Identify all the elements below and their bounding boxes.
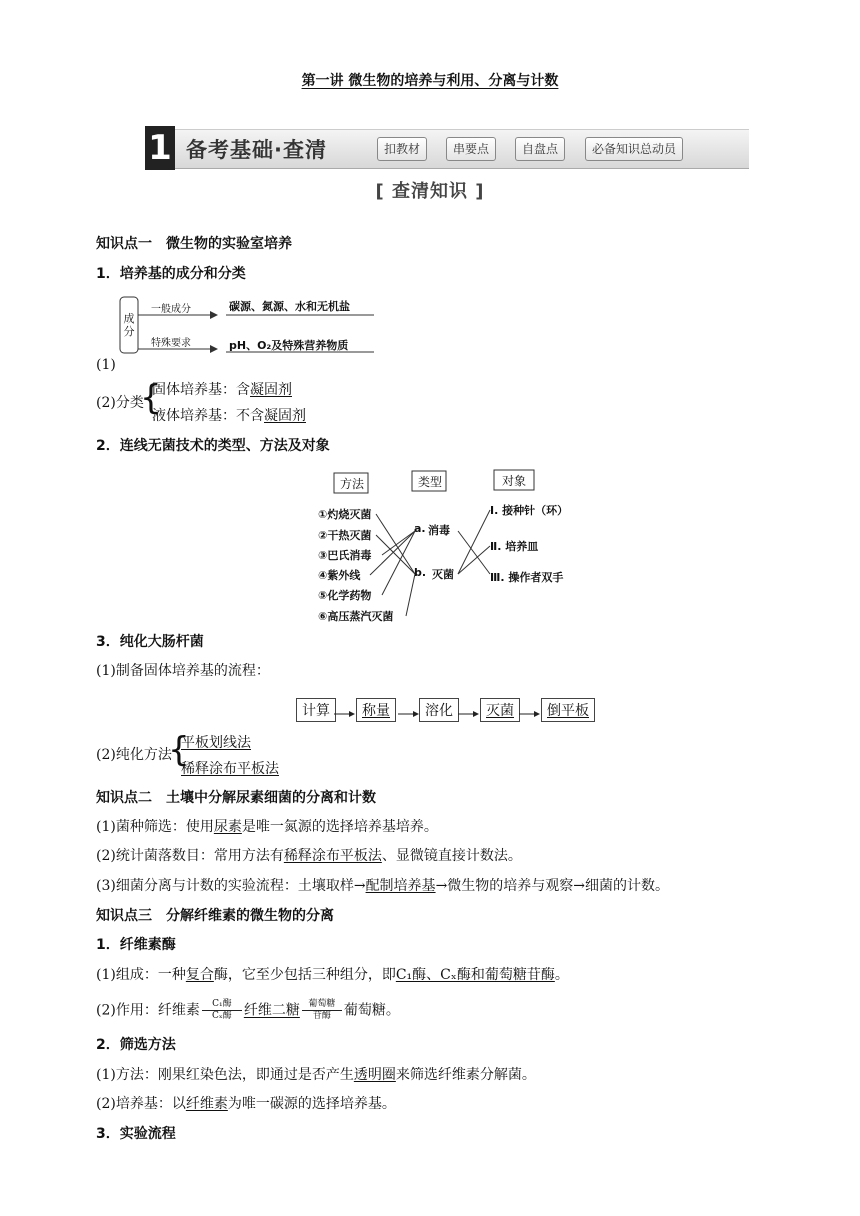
page-title: 第一讲 微生物的培养与利用、分离与计数 <box>301 73 559 89</box>
method-2: ②干热灭菌 <box>318 529 372 542</box>
classification-brace: { <box>140 378 162 418</box>
item-1-marker: (1) <box>96 357 116 373</box>
method-6: ⑥高压蒸汽灭菌 <box>318 610 394 623</box>
k3-para-2: (2)作用：纤维素 $\frac{\text{C₁酶}}{\text{Cₓ酶}}$ 纤维二糖 $\frac{\text{葡萄糖}}{\text{苷酶}}$ 葡萄糖。 <box>96 999 400 1021</box>
urea-answer: 尿素 <box>213 819 242 835</box>
line-b-II <box>458 546 490 574</box>
flow-arrow-2 <box>396 706 420 718</box>
arrow-top-head <box>210 311 218 319</box>
banner-title: 备考基础·查清 <box>186 138 327 162</box>
section-3-3: 3．实验流程 <box>96 1126 176 1142</box>
flow-step-weigh <box>356 698 396 722</box>
section-3-1: 1．纤维素酶 <box>96 937 176 953</box>
flow-step-dissolve: 溶化 <box>419 698 459 722</box>
method-header: 方法 <box>340 477 365 491</box>
section-1-1: 1．培养基的成分和分类 <box>96 266 246 282</box>
type-a-letter: a. <box>414 522 426 535</box>
flow-step-pour-plate <box>541 698 595 722</box>
enzyme-arrow-2: $\frac{\text{葡萄糖}}{\text{苷酶}}$ <box>302 999 342 1022</box>
flow-arrow-4 <box>517 706 541 718</box>
k2-para-2: (2)统计菌落数目：常用方法有稀释涂布平板法、显微镜直接计数法。 <box>96 848 522 864</box>
enzyme-arrow-1: $\frac{\text{C₁酶}}{\text{Cₓ酶}}$ <box>202 999 242 1022</box>
prepare-medium-answer: 配制培养基 <box>365 878 436 894</box>
flow-step-pour-plate-text: 倒平板 <box>547 703 589 719</box>
line-3-a <box>382 531 415 555</box>
liquid-medium-answer: 凝固剂 <box>264 408 306 424</box>
components-box-label: 成分 <box>123 312 135 338</box>
banner-number: 1 <box>145 126 175 170</box>
flow-step-sterilize-text: 灭菌 <box>486 703 514 719</box>
line-b-I <box>458 510 490 574</box>
banner-button-summary[interactable]: 必备知识总动员 <box>585 137 683 161</box>
dilution-spread-answer: 稀释涂布平板法 <box>283 848 382 864</box>
clear-zone-answer: 透明圈 <box>353 1067 396 1083</box>
solid-medium-line: 固体培养基：含凝固剂 <box>152 382 292 398</box>
complex-enzyme-answer: 复合 <box>185 967 214 983</box>
general-components-value: 碳源、氮源、水和无机盐 <box>229 300 350 313</box>
k2-para-3: (3)细菌分离与计数的实验流程：土壤取样→配制培养基→微生物的培养与观察→细菌的计数。 <box>96 878 670 894</box>
method-5: ⑤化学药物 <box>318 589 372 602</box>
solid-medium-procedure-label: (1)制备固体培养基的流程： <box>96 663 270 679</box>
arrow-bottom-head <box>210 345 218 353</box>
classification-prefix: (2)分类 <box>96 395 144 411</box>
type-header: 类型 <box>418 475 443 489</box>
type-disinfection: 消毒 <box>428 524 450 537</box>
section-3-2: 2．筛选方法 <box>96 1037 176 1053</box>
purification-brace: { <box>168 730 190 770</box>
section-1-3: 3．纯化大肠杆菌 <box>96 634 204 650</box>
type-b-letter: b. <box>414 566 427 579</box>
line-1-b <box>376 514 415 574</box>
cellulose-answer: 纤维素 <box>185 1096 228 1112</box>
k3-screening-method: (1)方法：刚果红染色法，即通过是否产生透明圈来筛选纤维素分解菌。 <box>96 1067 536 1083</box>
flow-step-weigh-text: 称量 <box>362 703 390 719</box>
k2-para-1: (1)菌种筛选：使用尿素是唯一氮源的选择培养基培养。 <box>96 819 438 835</box>
knowledge-heading-3: 知识点三 分解纤维素的微生物的分离 <box>96 908 334 924</box>
line-6-b <box>406 574 415 616</box>
type-sterilization: 灭菌 <box>432 568 454 581</box>
k3-para-1: (1)组成：一种复合酶，它至少包括三种组分，即C₁酶、Cₓ酶和葡萄糖苷酶。 <box>96 967 569 983</box>
method-1: ①灼烧灭菌 <box>318 508 372 521</box>
liquid-medium-line: 液体培养基：不含凝固剂 <box>152 408 306 424</box>
cellobiose-answer: 纤维二糖 <box>243 1002 300 1019</box>
streak-plate-method: 平板划线法 <box>181 735 251 751</box>
object-1: Ⅰ. 接种针（环） <box>490 504 569 517</box>
object-2: Ⅱ. 培养皿 <box>490 540 539 553</box>
special-requirements-value: pH、O₂及特殊营养物质 <box>229 339 349 352</box>
knowledge-heading-1: 知识点一 微生物的实验室培养 <box>96 236 292 252</box>
flow-arrow-1 <box>332 706 356 718</box>
line-4-a <box>370 531 415 575</box>
knowledge-heading-2: 知识点二 土壤中分解尿素细菌的分离和计数 <box>96 790 376 806</box>
special-requirements-label: 特殊要求 <box>151 338 191 349</box>
flow-step-calculate: 计算 <box>296 698 336 722</box>
flow-step-sterilize <box>480 698 520 722</box>
banner-button-selfcheck[interactable]: 自盘点 <box>515 137 565 161</box>
flow-arrow-3 <box>456 706 480 718</box>
banner-subtitle: [ 查清知识 ] <box>375 181 485 202</box>
enzyme-components-answer: C₁酶、Cₓ酶和葡萄糖苷酶 <box>395 967 555 983</box>
banner-button-keypoints[interactable]: 串要点 <box>446 137 496 161</box>
line-5-a <box>382 531 415 595</box>
method-4: ④紫外线 <box>318 569 361 582</box>
general-components-label: 一般成分 <box>151 304 191 315</box>
purification-prefix: (2)纯化方法 <box>96 747 172 763</box>
k3-screening-medium: (2)培养基：以纤维素为唯一碳源的选择培养基。 <box>96 1096 396 1112</box>
solid-medium-answer: 凝固剂 <box>250 382 292 398</box>
method-3: ③巴氏消毒 <box>318 549 372 562</box>
line-a-III <box>458 531 490 574</box>
section-1-2: 2．连线无菌技术的类型、方法及对象 <box>96 438 330 454</box>
object-header: 对象 <box>502 474 527 488</box>
object-3: Ⅲ. 操作者双手 <box>490 571 564 584</box>
spread-plate-method: 稀释涂布平板法 <box>181 761 279 777</box>
banner-button-textbook[interactable]: 扣教材 <box>377 137 427 161</box>
sterile-technique-diagram <box>318 468 578 628</box>
